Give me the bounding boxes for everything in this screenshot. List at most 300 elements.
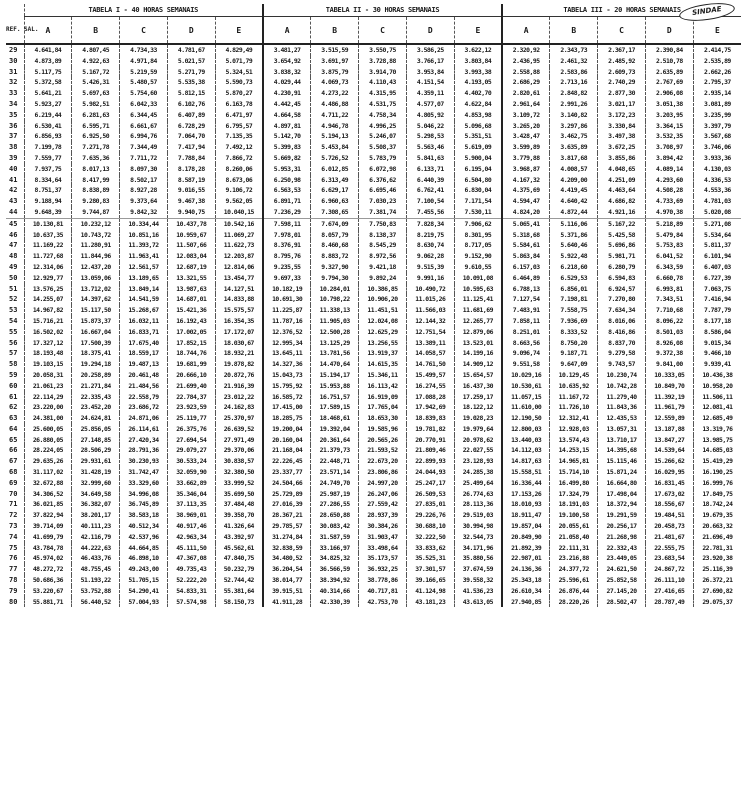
salary-cell: 17.002,05 bbox=[167, 327, 215, 338]
salary-cell: 16.192,43 bbox=[167, 316, 215, 327]
salary-cell: 20.361,64 bbox=[311, 435, 359, 446]
salary-cell: 10.635,92 bbox=[550, 381, 598, 392]
salary-cell: 20.160,04 bbox=[263, 435, 311, 446]
salary-cell: 21.271,84 bbox=[72, 381, 120, 392]
salary-cell: 4.463,64 bbox=[598, 185, 646, 196]
salary-cell: 9.744,87 bbox=[72, 207, 120, 218]
table-row bbox=[6, 402, 741, 413]
salary-cell: 3.203,95 bbox=[645, 110, 693, 121]
salary-cell: 2.662,26 bbox=[693, 67, 741, 78]
salary-cell: 47.367,08 bbox=[167, 553, 215, 564]
salary-cell: 11.057,15 bbox=[502, 392, 550, 403]
salary-cell: 6.219,44 bbox=[24, 110, 72, 121]
ref-sal-cell: 55 bbox=[9, 327, 18, 336]
salary-cell: 11.961,79 bbox=[645, 402, 693, 413]
salary-cell: 23.806,86 bbox=[359, 467, 407, 478]
salary-cell: 35.173,57 bbox=[359, 553, 407, 564]
salary-cell: 33.498,64 bbox=[359, 543, 407, 554]
salary-cell: 11.280,91 bbox=[72, 240, 120, 251]
salary-cell: 12.314,06 bbox=[24, 262, 72, 273]
salary-cell: 2.713,16 bbox=[550, 77, 598, 88]
salary-cell: 6.343,59 bbox=[645, 262, 693, 273]
salary-cell: 4.508,28 bbox=[645, 185, 693, 196]
salary-cell: 4.531,75 bbox=[359, 99, 407, 110]
salary-cell: 9.372,38 bbox=[645, 348, 693, 359]
salary-cell: 22.226,45 bbox=[263, 456, 311, 467]
salary-cell: 5.167,22 bbox=[598, 218, 646, 229]
salary-cell: 11.015,26 bbox=[406, 294, 454, 305]
salary-cell: 6.464,89 bbox=[502, 273, 550, 284]
salary-cell: 15.043,73 bbox=[263, 370, 311, 381]
salary-cell: 26.639,52 bbox=[215, 424, 263, 435]
salary-cell: 2.820,61 bbox=[502, 88, 550, 99]
salary-cell: 16.999,76 bbox=[693, 478, 741, 489]
salary-cell: 22.448,71 bbox=[311, 456, 359, 467]
salary-cell: 4.805,92 bbox=[406, 110, 454, 121]
ref-sal-cell: 56 bbox=[9, 338, 18, 347]
salary-cell: 27.835,01 bbox=[406, 499, 454, 510]
salary-cell: 4.359,11 bbox=[406, 88, 454, 99]
salary-cell: 18.375,41 bbox=[72, 348, 120, 359]
salary-cell: 52.744,42 bbox=[215, 575, 263, 586]
salary-cell: 6.072,98 bbox=[359, 164, 407, 175]
salary-cell: 15.117,50 bbox=[72, 305, 120, 316]
salary-cell: 14.058,57 bbox=[406, 348, 454, 359]
salary-cell: 14.687,01 bbox=[167, 294, 215, 305]
salary-cell: 28.506,29 bbox=[72, 445, 120, 456]
salary-cell: 4.069,73 bbox=[311, 77, 359, 88]
salary-cell: 15.419,29 bbox=[693, 456, 741, 467]
salary-cell: 42.537,96 bbox=[120, 532, 168, 543]
salary-cell: 16.029,95 bbox=[645, 467, 693, 478]
salary-cell: 5.351,51 bbox=[454, 131, 502, 142]
salary-cell: 2.935,14 bbox=[693, 88, 741, 99]
ref-sal-cell: 48 bbox=[9, 252, 18, 261]
salary-cell: 3.297,86 bbox=[550, 121, 598, 132]
salary-cell: 7.828,34 bbox=[406, 218, 454, 229]
salary-cell: 5.669,82 bbox=[263, 153, 311, 164]
salary-cell: 18.742,24 bbox=[693, 499, 741, 510]
ref-sal-cell: 73 bbox=[9, 522, 18, 531]
salary-cell: 34.649,58 bbox=[72, 489, 120, 500]
salary-cell: 16.274,55 bbox=[406, 381, 454, 392]
salary-cell: 6.250,98 bbox=[263, 175, 311, 186]
salary-cell: 6.924,57 bbox=[598, 284, 646, 295]
salary-cell: 8.334,64 bbox=[24, 175, 72, 186]
salary-cell: 20.663,32 bbox=[693, 521, 741, 532]
ref-sal-cell: 35 bbox=[9, 110, 18, 119]
salary-cell: 10.182,19 bbox=[263, 284, 311, 295]
salary-cell: 11.787,16 bbox=[263, 316, 311, 327]
salary-cell: 29.931,61 bbox=[72, 456, 120, 467]
salary-cell: 56.440,52 bbox=[72, 597, 120, 608]
ref-sal-cell: 62 bbox=[9, 403, 18, 412]
salary-cell: 13.849,14 bbox=[120, 284, 168, 295]
ref-sal-cell: 70 bbox=[9, 489, 18, 498]
column-header: C bbox=[359, 17, 407, 45]
salary-cell: 25.856,05 bbox=[72, 424, 120, 435]
salary-cell: 15.953,88 bbox=[311, 381, 359, 392]
salary-cell: 12.929,77 bbox=[24, 273, 72, 284]
salary-cell: 7.674,09 bbox=[311, 218, 359, 229]
salary-cell: 20.055,61 bbox=[550, 521, 598, 532]
salary-cell: 21.379,73 bbox=[311, 445, 359, 456]
salary-cell: 6.440,39 bbox=[406, 175, 454, 186]
column-header: E bbox=[215, 17, 263, 45]
salary-cell: 21.168,04 bbox=[263, 445, 311, 456]
salary-cell: 4.921,16 bbox=[598, 207, 646, 218]
salary-cell: 55.881,71 bbox=[24, 597, 72, 608]
salary-cell: 4.151,54 bbox=[406, 77, 454, 88]
salary-cell: 15.558,51 bbox=[502, 467, 550, 478]
salary-cell: 8.460,68 bbox=[311, 240, 359, 251]
salary-cell: 50.686,36 bbox=[24, 575, 72, 586]
column-header: E bbox=[693, 17, 741, 45]
salary-cell: 5.298,53 bbox=[406, 131, 454, 142]
salary-cell: 4.853,98 bbox=[454, 110, 502, 121]
salary-cell: 3.330,84 bbox=[598, 121, 646, 132]
salary-cell: 18.911,47 bbox=[502, 510, 550, 521]
salary-cell: 18.285,75 bbox=[263, 413, 311, 424]
salary-cell: 17.500,39 bbox=[72, 338, 120, 349]
salary-cell: 16.190,25 bbox=[693, 467, 741, 478]
salary-cell: 4.375,69 bbox=[502, 185, 550, 196]
table-row bbox=[6, 510, 741, 521]
salary-cell: 8.260,06 bbox=[215, 164, 263, 175]
salary-cell: 32.672,88 bbox=[24, 478, 72, 489]
salary-cell: 4.970,38 bbox=[645, 207, 693, 218]
salary-cell: 16.336,44 bbox=[502, 478, 550, 489]
salary-cell: 4.781,03 bbox=[693, 196, 741, 207]
salary-cell: 9.562,05 bbox=[215, 196, 263, 207]
salary-cell: 40.111,23 bbox=[72, 521, 120, 532]
salary-cell: 10.230,74 bbox=[598, 370, 646, 381]
salary-cell: 22.673,20 bbox=[359, 456, 407, 467]
ref-sal-cell: 44 bbox=[9, 207, 18, 216]
table-row bbox=[6, 305, 741, 316]
salary-cell: 4.622,84 bbox=[454, 99, 502, 110]
salary-cell: 40.512,34 bbox=[120, 521, 168, 532]
salary-cell: 4.922,63 bbox=[72, 56, 120, 67]
salary-cell: 5.426,31 bbox=[72, 77, 120, 88]
salary-cell: 31.903,47 bbox=[359, 532, 407, 543]
table-row bbox=[6, 44, 741, 56]
salary-cell: 7.711,72 bbox=[120, 153, 168, 164]
salary-cell: 9.743,57 bbox=[598, 359, 646, 370]
salary-cell: 2.877,30 bbox=[598, 88, 646, 99]
table-row bbox=[6, 175, 741, 186]
salary-cell: 24.624,81 bbox=[72, 413, 120, 424]
ref-sal-cell: 42 bbox=[9, 186, 18, 195]
salary-cell: 11.566,03 bbox=[406, 305, 454, 316]
salary-cell: 10.959,67 bbox=[167, 230, 215, 241]
salary-cell: 3.708,97 bbox=[645, 142, 693, 153]
salary-cell: 18.010,93 bbox=[502, 499, 550, 510]
column-header: B bbox=[311, 17, 359, 45]
salary-cell: 6.407,89 bbox=[167, 110, 215, 121]
salary-cell: 7.530,11 bbox=[454, 207, 502, 218]
salary-cell: 33.662,89 bbox=[167, 478, 215, 489]
table-row bbox=[6, 273, 741, 284]
salary-cell: 7.381,74 bbox=[359, 207, 407, 218]
table-row bbox=[6, 381, 741, 392]
salary-cell: 22.332,43 bbox=[598, 543, 646, 554]
salary-cell: 7.634,34 bbox=[598, 305, 646, 316]
salary-cell: 26.610,34 bbox=[502, 586, 550, 597]
salary-cell: 16.751,57 bbox=[311, 392, 359, 403]
salary-cell: 14.255,07 bbox=[24, 294, 72, 305]
salary-cell: 5.535,38 bbox=[167, 77, 215, 88]
salary-cell: 23.683,54 bbox=[645, 553, 693, 564]
salary-cell: 43.784,78 bbox=[24, 543, 72, 554]
salary-cell: 21.696,49 bbox=[693, 532, 741, 543]
table-row bbox=[6, 99, 741, 110]
salary-cell: 20.770,91 bbox=[406, 435, 454, 446]
salary-cell: 11.392,19 bbox=[645, 392, 693, 403]
salary-cell: 5.071,79 bbox=[215, 56, 263, 67]
salary-cell: 46.433,76 bbox=[72, 553, 120, 564]
salary-cell: 9.648,39 bbox=[24, 207, 72, 218]
salary-cell: 5.021,57 bbox=[167, 56, 215, 67]
salary-cell: 5.753,83 bbox=[645, 240, 693, 251]
table-row bbox=[6, 575, 741, 586]
salary-cell: 22.555,75 bbox=[645, 543, 693, 554]
salary-cell: 23.920,38 bbox=[693, 553, 741, 564]
salary-cell: 11.963,41 bbox=[120, 251, 168, 262]
salary-cell: 12.625,29 bbox=[359, 327, 407, 338]
salary-cell: 5.271,08 bbox=[693, 218, 741, 229]
salary-cell: 9.421,18 bbox=[359, 262, 407, 273]
salary-cell: 42.753,70 bbox=[359, 597, 407, 608]
salary-cell: 3.235,99 bbox=[693, 110, 741, 121]
salary-cell: 3.586,25 bbox=[406, 44, 454, 56]
salary-cell: 7.198,81 bbox=[550, 294, 598, 305]
salary-cell: 24.381,00 bbox=[24, 413, 72, 424]
salary-cell: 8.016,06 bbox=[598, 316, 646, 327]
salary-cell: 7.135,35 bbox=[215, 131, 263, 142]
salary-cell: 10.906,20 bbox=[359, 294, 407, 305]
salary-cell: 8.586,04 bbox=[693, 327, 741, 338]
salary-cell: 2.485,92 bbox=[598, 56, 646, 67]
salary-cell: 51.705,15 bbox=[120, 575, 168, 586]
table-row bbox=[6, 121, 741, 132]
table-row bbox=[6, 207, 741, 218]
salary-cell: 30.688,10 bbox=[406, 521, 454, 532]
table-row bbox=[6, 131, 741, 142]
salary-cell: 26.880,05 bbox=[24, 435, 72, 446]
salary-cell: 28.787,49 bbox=[645, 597, 693, 608]
table-group-header-row bbox=[6, 4, 741, 17]
salary-cell: 45.111,50 bbox=[167, 543, 215, 554]
salary-cell: 20.256,17 bbox=[598, 521, 646, 532]
table-row bbox=[6, 284, 741, 295]
salary-cell: 13.576,25 bbox=[24, 284, 72, 295]
table-row bbox=[6, 230, 741, 241]
salary-cell: 32.838,59 bbox=[263, 543, 311, 554]
salary-cell: 8.057,79 bbox=[311, 230, 359, 241]
salary-cell: 43.613,05 bbox=[454, 597, 502, 608]
salary-cell: 11.905,03 bbox=[311, 316, 359, 327]
salary-cell: 41.124,98 bbox=[406, 586, 454, 597]
salary-cell: 24.504,66 bbox=[263, 478, 311, 489]
salary-cell: 13.256,55 bbox=[359, 338, 407, 349]
salary-cell: 6.012,85 bbox=[311, 164, 359, 175]
salary-cell: 6.101,94 bbox=[693, 251, 741, 262]
salary-cell: 27.016,39 bbox=[263, 499, 311, 510]
table-row bbox=[6, 251, 741, 262]
salary-cell: 3.968,87 bbox=[502, 164, 550, 175]
salary-cell: 5.584,61 bbox=[502, 240, 550, 251]
salary-cell: 12.265,77 bbox=[454, 316, 502, 327]
salary-cell: 16.032,11 bbox=[120, 316, 168, 327]
group-header-tabela-3: TABELA III - 20 HORAS SEMANAIS bbox=[502, 4, 741, 17]
salary-cell: 35.346,04 bbox=[167, 489, 215, 500]
salary-cell: 40.717,81 bbox=[359, 586, 407, 597]
salary-cell: 30.838,57 bbox=[215, 456, 263, 467]
salary-cell: 2.320,92 bbox=[502, 44, 550, 56]
salary-cell: 7.787,79 bbox=[693, 305, 741, 316]
salary-cell: 2.848,82 bbox=[550, 88, 598, 99]
salary-cell: 5.020,08 bbox=[693, 207, 741, 218]
ref-sal-cell: 78 bbox=[9, 576, 18, 585]
salary-cell: 26.774,63 bbox=[454, 489, 502, 500]
salary-cell: 12.190,50 bbox=[502, 413, 550, 424]
salary-cell: 21.699,40 bbox=[167, 381, 215, 392]
salary-cell: 17.673,02 bbox=[645, 489, 693, 500]
salary-cell: 9.106,72 bbox=[215, 185, 263, 196]
salary-cell: 10.232,12 bbox=[72, 218, 120, 229]
salary-cell: 19.781,82 bbox=[406, 424, 454, 435]
salary-cell: 43.181,23 bbox=[406, 597, 454, 608]
salary-cell: 6.407,03 bbox=[693, 262, 741, 273]
salary-cell: 19.291,59 bbox=[598, 510, 646, 521]
salary-cell: 11.506,11 bbox=[693, 392, 741, 403]
salary-cell: 2.390,84 bbox=[645, 44, 693, 56]
salary-cell: 15.266,62 bbox=[645, 456, 693, 467]
salary-cell: 11.451,51 bbox=[359, 305, 407, 316]
salary-cell: 24.162,83 bbox=[215, 402, 263, 413]
salary-cell: 4.824,20 bbox=[502, 207, 550, 218]
salary-cell: 34.306,52 bbox=[24, 489, 72, 500]
salary-cell: 4.897,81 bbox=[263, 121, 311, 132]
table-row bbox=[6, 338, 741, 349]
salary-cell: 25.247,17 bbox=[406, 478, 454, 489]
salary-cell: 19.585,96 bbox=[359, 424, 407, 435]
salary-cell: 5.046,22 bbox=[406, 121, 454, 132]
salary-cell: 19.979,64 bbox=[454, 424, 502, 435]
salary-cell: 8.545,29 bbox=[359, 240, 407, 251]
salary-cell: 8.630,74 bbox=[406, 240, 454, 251]
salary-cell: 3.746,06 bbox=[693, 142, 741, 153]
salary-cell: 20.565,26 bbox=[359, 435, 407, 446]
salary-cell: 11.393,72 bbox=[120, 240, 168, 251]
group-header-tabela-2: TABELA II - 30 HORAS SEMANAIS bbox=[263, 4, 502, 17]
salary-cell: 14.761,50 bbox=[406, 359, 454, 370]
salary-cell: 13.189,65 bbox=[120, 273, 168, 284]
salary-cell: 6.856,01 bbox=[550, 284, 598, 295]
salary-cell: 4.686,82 bbox=[598, 196, 646, 207]
ref-sal-cell: 61 bbox=[9, 392, 18, 401]
salary-cell: 23.449,05 bbox=[598, 553, 646, 564]
salary-cell: 18.030,67 bbox=[215, 338, 263, 349]
salary-cell: 3.993,38 bbox=[454, 67, 502, 78]
salary-cell: 7.063,75 bbox=[693, 284, 741, 295]
ref-sal-cell: 54 bbox=[9, 316, 18, 325]
column-header: C bbox=[598, 17, 646, 45]
table-row bbox=[6, 564, 741, 575]
salary-cell: 8.927,28 bbox=[120, 185, 168, 196]
salary-cell: 5.142,70 bbox=[263, 131, 311, 142]
salary-cell: 5.453,84 bbox=[311, 142, 359, 153]
salary-cell: 5.371,86 bbox=[550, 230, 598, 241]
salary-cell: 6.994,76 bbox=[120, 131, 168, 142]
salary-cell: 42.116,79 bbox=[72, 532, 120, 543]
salary-cell: 21.809,46 bbox=[406, 445, 454, 456]
salary-cell: 16.831,45 bbox=[645, 478, 693, 489]
salary-cell: 6.280,79 bbox=[598, 262, 646, 273]
salary-cell: 52.222,20 bbox=[167, 575, 215, 586]
salary-cell: 27.148,85 bbox=[72, 435, 120, 446]
salary-cell: 49.735,43 bbox=[167, 564, 215, 575]
salary-cell: 13.440,03 bbox=[502, 435, 550, 446]
salary-cell: 18.653,30 bbox=[359, 413, 407, 424]
salary-cell: 6.925,50 bbox=[72, 131, 120, 142]
salary-cell: 4.293,60 bbox=[645, 175, 693, 186]
salary-cell: 9.235,55 bbox=[263, 262, 311, 273]
salary-cell: 5.841,63 bbox=[406, 153, 454, 164]
salary-cell: 34.825,32 bbox=[311, 553, 359, 564]
salary-cell: 12.751,54 bbox=[406, 327, 454, 338]
salary-cell: 14.965,81 bbox=[550, 456, 598, 467]
salary-cell: 11.069,27 bbox=[215, 230, 263, 241]
salary-cell: 9.062,28 bbox=[406, 251, 454, 262]
table-row bbox=[6, 478, 741, 489]
salary-cell: 5.726,52 bbox=[311, 153, 359, 164]
table-row bbox=[6, 370, 741, 381]
salary-cell: 6.891,71 bbox=[263, 196, 311, 207]
salary-cell: 2.414,75 bbox=[693, 44, 741, 56]
salary-cell: 19.487,13 bbox=[120, 359, 168, 370]
table-row bbox=[6, 164, 741, 175]
salary-cell: 2.906,08 bbox=[645, 88, 693, 99]
salary-cell: 12.995,34 bbox=[263, 338, 311, 349]
salary-cell: 6.595,71 bbox=[72, 121, 120, 132]
salary-cell: 9.842,32 bbox=[120, 207, 168, 218]
corner-cell bbox=[6, 4, 24, 17]
salary-cell: 9.551,58 bbox=[502, 359, 550, 370]
salary-cell: 8.750,20 bbox=[550, 338, 598, 349]
salary-cell: 19.392,04 bbox=[311, 424, 359, 435]
salary-cell: 51.193,22 bbox=[72, 575, 120, 586]
salary-cell: 30.083,42 bbox=[311, 521, 359, 532]
salary-cell: 12.685,49 bbox=[693, 413, 741, 424]
salary-cell: 11.225,87 bbox=[263, 305, 311, 316]
salary-cell: 17.765,04 bbox=[359, 402, 407, 413]
salary-cell: 7.858,11 bbox=[502, 316, 550, 327]
ref-sal-cell: 32 bbox=[9, 78, 18, 87]
salary-cell: 4.402,70 bbox=[454, 88, 502, 99]
salary-cell: 22.899,93 bbox=[406, 456, 454, 467]
salary-cell: 5.697,63 bbox=[72, 88, 120, 99]
salary-cell: 30.533,24 bbox=[167, 456, 215, 467]
salary-cell: 5.922,48 bbox=[550, 251, 598, 262]
table-row bbox=[6, 110, 741, 121]
salary-cell: 5.982,51 bbox=[72, 99, 120, 110]
ref-sal-header: REF. SAL. bbox=[6, 17, 24, 45]
salary-cell: 3.599,89 bbox=[502, 142, 550, 153]
salary-cell: 6.041,52 bbox=[645, 251, 693, 262]
ref-sal-cell: 65 bbox=[9, 435, 18, 444]
